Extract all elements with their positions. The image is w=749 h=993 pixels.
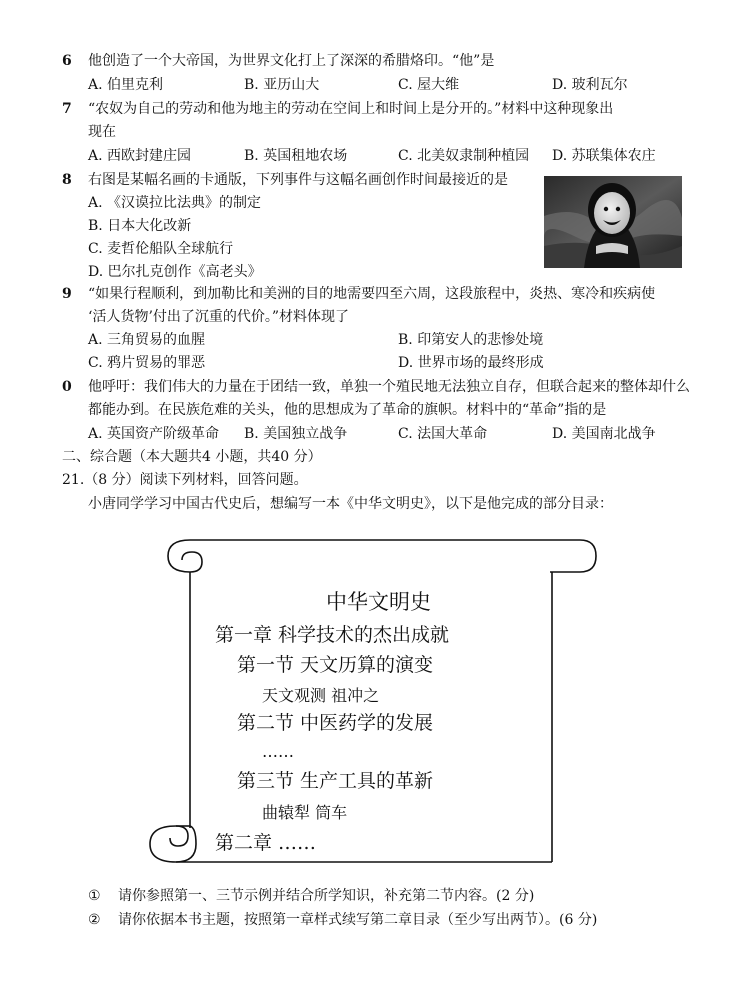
question-stem: 他创造了一个大帝国，为世界文化打上了深深的希腊烙印。“他”是 [88, 53, 495, 69]
option-c: C. 麦哲伦船队全球航行 [88, 241, 234, 257]
question-stem: 右图是某幅名画的卡通版，下列事件与这幅名画创作时间最接近的是 [88, 172, 508, 188]
subquestion-number: ① [88, 888, 101, 904]
option-a: A. 西欧封建庄园 [88, 148, 192, 164]
question-stem-line: “农奴为自己的劳动和他为地主的劳动在空间上和时间上是分开的。”材料中这种现象出 [88, 101, 614, 117]
option-c: C. 屋大维 [398, 77, 460, 93]
chapter-2: 第二章 …… [215, 832, 317, 854]
option-c: C. 鸦片贸易的罪恶 [88, 355, 206, 371]
section-3-items: 曲辕犁 筒车 [262, 803, 348, 822]
option-a: A. 《汉谟拉比法典》的制定 [88, 195, 262, 211]
question-number: 8 [62, 172, 72, 188]
chapter-1-section-1: 第一节 天文历算的演变 [237, 654, 434, 676]
section-1-items: 天文观测 祖冲之 [262, 686, 380, 705]
option-b: B. 印第安人的悲惨处境 [398, 332, 544, 348]
question-number: 6 [62, 53, 72, 69]
option-c: C. 法国大革命 [398, 426, 488, 442]
question-21-intro: 小唐同学学习中国古代史后，想编写一本《中华文明史》，以下是他完成的部分目录： [88, 496, 613, 512]
question-stem-line: 他呼吁：我们伟大的力量在于团结一致，单独一个殖民地无法独立自存，但联合起来的整体却什么 [88, 379, 690, 395]
question-stem-line: 现在 [88, 124, 116, 140]
option-d: D. 玻利瓦尔 [552, 77, 628, 93]
option-a: A. 伯里克利 [88, 77, 164, 93]
subquestion-number: ② [88, 912, 101, 928]
section-heading: 二、综合题（本大题共4 小题，共40 分） [62, 449, 322, 465]
question-21-label: 21.（8 分）阅读下列材料，回答问题。 [62, 472, 308, 488]
question-stem-line: “如果行程顺利，到加勒比和美洲的目的地需要四至六周，这段旅程中，炎热、寒冷和疾病使 [88, 286, 656, 302]
option-d: D. 美国南北战争 [552, 426, 656, 442]
option-d: D. 巴尔扎克创作《高老头》 [88, 264, 262, 280]
question-number: 7 [62, 101, 72, 117]
option-d: D. 世界市场的最终形成 [398, 355, 544, 371]
question-stem-line: 都能办到。在民族危难的关头，他的思想成为了革命的旗帜。材料中的“革命”指的是 [88, 402, 607, 418]
option-a: A. 英国资产阶级革命 [88, 426, 220, 442]
option-b: B. 日本大化改新 [88, 218, 192, 234]
option-b: B. 英国租地农场 [244, 148, 348, 164]
option-a: A. 三角贸易的血腥 [88, 332, 206, 348]
option-c: C. 北美奴隶制种植园 [398, 148, 530, 164]
option-b: B. 美国独立战争 [244, 426, 348, 442]
option-b: B. 亚历山大 [244, 77, 320, 93]
subquestion-text: 请你依据本书主题，按照第一章样式续写第二章目录（至少写出两节）。(6 分) [118, 912, 598, 928]
chapter-1: 第一章 科学技术的杰出成就 [215, 624, 450, 646]
question-stem-line: ‘活人货物’付出了沉重的代价。”材料体现了 [88, 309, 350, 325]
subquestion-text: 请你参照第一、三节示例并结合所学知识，补充第二节内容。(2 分) [118, 888, 535, 904]
chapter-1-section-2: 第二节 中医药学的发展 [237, 712, 434, 734]
cartoon-painting-image [544, 176, 682, 268]
question-number: 9 [62, 286, 72, 302]
chapter-1-section-3: 第三节 生产工具的革新 [237, 770, 434, 792]
scroll-title: 中华文明史 [326, 590, 431, 614]
section-2-items: …… [262, 742, 294, 761]
option-d: D. 苏联集体农庄 [552, 148, 656, 164]
question-number: 0 [62, 379, 72, 395]
